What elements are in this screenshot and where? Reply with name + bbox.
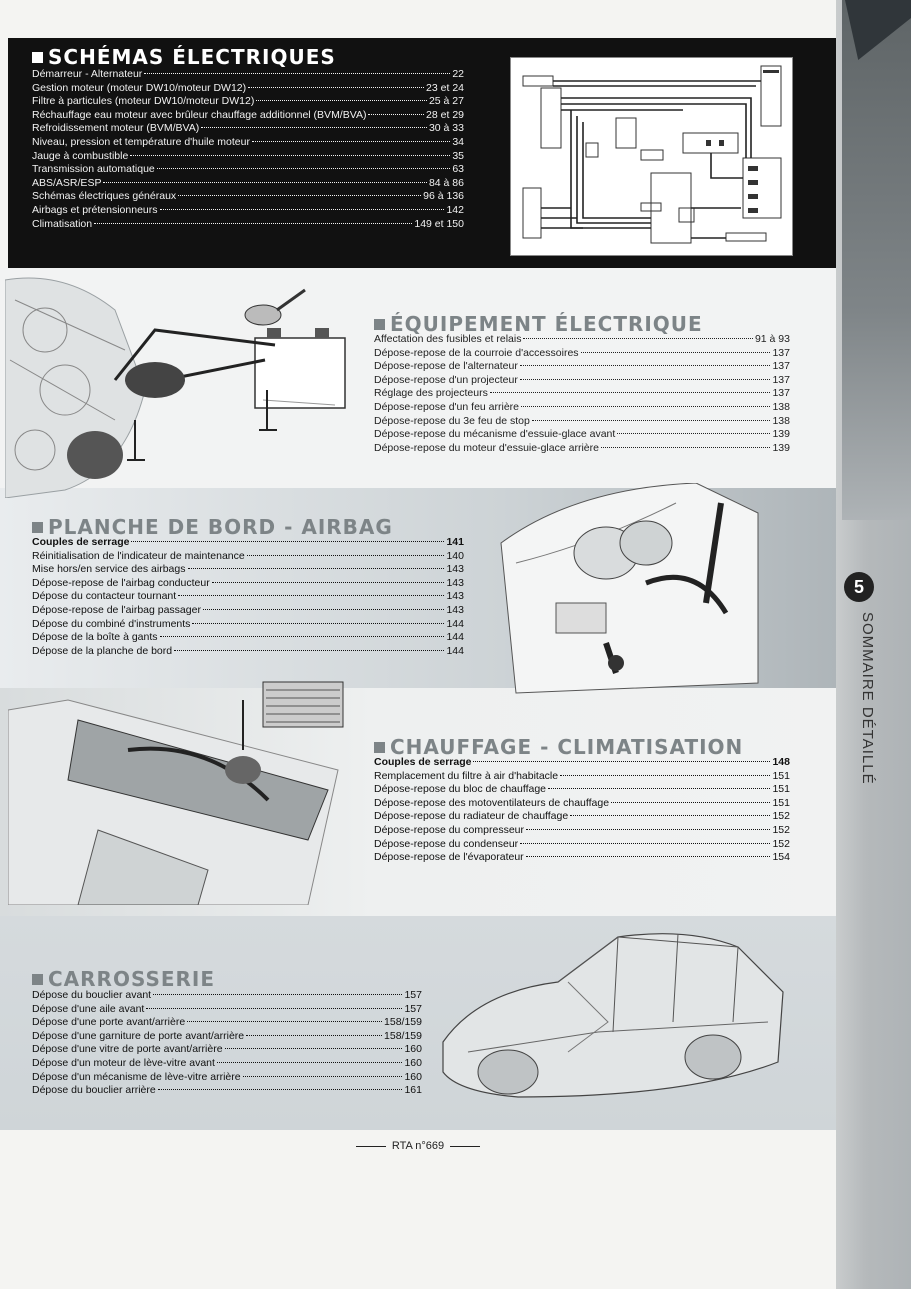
toc-entry-page: 154 (772, 851, 790, 864)
toc-entry-page: 158/159 (384, 1016, 422, 1029)
toc-entry (32, 95, 464, 109)
toc-leader-dots (131, 541, 444, 542)
toc-leader-dots (174, 650, 444, 651)
toc-entry-label: Dépose-repose de l'évaporateur (374, 851, 524, 864)
toc-entry (32, 68, 464, 82)
toc-entry-page: 158/159 (384, 1029, 422, 1042)
carrosserie-title-text: CARROSSERIE (48, 967, 216, 991)
toc-entry-label: Mise hors/en service des airbags (32, 563, 186, 576)
wiring-diagram (510, 57, 793, 256)
toc-entry-page: 143 (446, 603, 464, 616)
toc-entry (374, 810, 790, 824)
toc-entry-label: Réchauffage eau moteur avec brûleur chauffage additionnel (BVM/BVA) (32, 108, 367, 121)
toc-leader-dots (523, 338, 752, 339)
toc-entry-page: 151 (772, 783, 790, 796)
toc-entry-page: 63 (452, 163, 464, 176)
toc-entry-page: 138 (772, 400, 790, 413)
toc-entry-label: Climatisation (32, 217, 93, 230)
toc-entry-page: 143 (446, 576, 464, 589)
toc-entry (32, 590, 464, 604)
footer-rule-right (450, 1146, 480, 1147)
toc-entry (374, 838, 790, 852)
bullet-square-icon (32, 522, 43, 533)
toc-entry-label: Dépose d'une porte avant/arrière (32, 1016, 186, 1029)
toc-entry-label: Dépose d'un mécanisme de lève-vitre arrière (32, 1070, 241, 1083)
planche-title-text: PLANCHE DE BORD - AIRBAG (48, 515, 393, 539)
toc-entry-page: 34 (452, 135, 464, 148)
toc-leader-dots (158, 1089, 403, 1090)
bullet-square-icon (374, 742, 385, 753)
toc-entry (374, 442, 790, 456)
toc-leader-dots (160, 636, 445, 637)
toc-entry-label: Dépose de la planche de bord (32, 644, 173, 657)
toc-entry (374, 824, 790, 838)
toc-leader-dots (548, 788, 770, 789)
toc-leader-dots (611, 802, 770, 803)
toc-entry (32, 204, 464, 218)
toc-entry-label: Dépose-repose de l'alternateur (374, 360, 518, 373)
toc-entry-label: Dépose du bouclier arrière (32, 1084, 156, 1097)
page-footer (0, 1140, 836, 1152)
toc-entry-label: Refroidissement moteur (BVM/BVA) (32, 122, 200, 135)
toc-entry (374, 374, 790, 388)
wiring-diagram-svg (511, 58, 792, 255)
toc-entry (32, 550, 464, 564)
toc-entry (32, 631, 464, 645)
chapter-number: 5 (844, 572, 874, 602)
toc-entry (32, 1071, 422, 1085)
toc-entry (32, 82, 464, 96)
toc-leader-dots (160, 209, 445, 210)
toc-entry-page: 28 et 29 (426, 108, 464, 121)
toc-entry-page: 144 (446, 644, 464, 657)
toc-entry-label: Filtre à particules (moteur DW10/moteur DW12) (32, 95, 255, 108)
toc-leader-dots (532, 420, 771, 421)
toc-entry-page: 137 (772, 373, 790, 386)
toc-entry-label: Dépose-repose d'un feu arrière (374, 400, 520, 413)
margin-shade (842, 0, 911, 520)
toc-entry-label: Transmission automatique (32, 163, 155, 176)
toc-entry-label: Dépose-repose du mécanisme d'essuie-glace avant (374, 428, 616, 441)
toc-leader-dots (146, 1008, 402, 1009)
toc-entry-label: Dépose de la boîte à gants (32, 631, 158, 644)
toc-entry-label: Couples de serrage (32, 536, 130, 548)
toc-entry-page: 143 (446, 590, 464, 603)
toc-leader-dots (157, 168, 451, 169)
toc-entry (32, 563, 464, 577)
toc-leader-dots (601, 447, 771, 448)
toc-entry-page: 143 (446, 563, 464, 576)
schemas-list (32, 68, 464, 231)
toc-entry-label: Démarreur - Alternateur (32, 68, 143, 80)
toc-entry-label: Dépose-repose du 3e feu de stop (374, 414, 530, 427)
footer-text: RTA n°669 (391, 1140, 445, 1152)
toc-entry-label: Dépose d'une garniture de porte avant/arrière (32, 1029, 245, 1042)
body-shell-illustration (438, 922, 790, 1112)
toc-entry-label: Remplacement du filtre à air d'habitacle (374, 769, 559, 782)
toc-entry-page: 139 (772, 441, 790, 454)
bullet-square-icon (32, 974, 43, 985)
toc-entry-page: 151 (772, 769, 790, 782)
toc-entry-label: Dépose d'un moteur de lève-vitre avant (32, 1056, 215, 1069)
toc-entry-page: 160 (404, 1056, 422, 1069)
toc-entry (32, 177, 464, 191)
toc-leader-dots (490, 392, 771, 393)
toc-leader-dots (248, 87, 424, 88)
toc-entry-label: Dépose d'une aile avant (32, 1002, 145, 1015)
chauffage-list (374, 756, 790, 865)
toc-entry-label: Dépose d'une vitre de porte avant/arrière (32, 1043, 223, 1056)
toc-entry (32, 618, 464, 632)
toc-entry-page: 84 à 86 (428, 176, 464, 189)
toc-entry-page: 157 (404, 989, 422, 1001)
toc-leader-dots (192, 623, 444, 624)
toc-entry-page: 157 (404, 1002, 422, 1015)
toc-leader-dots (201, 127, 427, 128)
toc-entry-page: 35 (452, 149, 464, 162)
toc-entry-page: 96 à 136 (423, 190, 464, 203)
toc-entry-page: 151 (772, 796, 790, 809)
bullet-square-icon (32, 52, 43, 63)
toc-entry-label: Réinitialisation de l'indicateur de maintenance (32, 549, 245, 562)
toc-entry (374, 401, 790, 415)
toc-entry-label: Dépose-repose de l'airbag conducteur (32, 576, 210, 589)
toc-entry-label: Dépose-repose du bloc de chauffage (374, 783, 547, 796)
hvac-illustration (8, 680, 348, 905)
toc-leader-dots (473, 761, 770, 762)
toc-entry-page: 160 (404, 1070, 422, 1083)
toc-entry-label: Dépose du bouclier avant (32, 989, 152, 1001)
toc-entry-label: Dépose-repose du radiateur de chauffage (374, 810, 569, 823)
toc-entry (32, 1030, 422, 1044)
toc-entry-page: 152 (772, 810, 790, 823)
toc-entry (32, 604, 464, 618)
toc-leader-dots (144, 73, 450, 74)
toc-entry-page: 137 (772, 346, 790, 359)
toc-entry-page: 144 (446, 631, 464, 644)
toc-entry (32, 1043, 422, 1057)
toc-leader-dots (246, 1035, 382, 1036)
airbag-illustration-svg (496, 483, 761, 698)
toc-leader-dots (520, 365, 771, 366)
carrosserie-list (32, 989, 422, 1098)
toc-entry (32, 1003, 422, 1017)
footer-rule-left (356, 1146, 386, 1147)
toc-leader-dots (521, 406, 770, 407)
toc-leader-dots (368, 114, 424, 115)
starter-illustration (5, 270, 360, 498)
body-shell-illustration-svg (438, 922, 790, 1112)
toc-leader-dots (617, 433, 770, 434)
schemas-title (32, 45, 336, 69)
toc-leader-dots (247, 555, 445, 556)
toc-entry-page: 160 (404, 1043, 422, 1056)
toc-entry-page: 141 (446, 536, 464, 548)
bullet-square-icon (374, 319, 385, 330)
toc-entry-label: Dépose-repose d'un projecteur (374, 373, 518, 386)
toc-entry (374, 756, 790, 770)
toc-leader-dots (526, 856, 771, 857)
toc-entry-page: 25 à 27 (428, 95, 464, 108)
toc-entry (374, 797, 790, 811)
toc-entry (32, 536, 464, 550)
hvac-illustration-svg (8, 680, 348, 905)
toc-leader-dots (243, 1076, 403, 1077)
carrosserie-title (32, 967, 215, 991)
toc-entry (374, 783, 790, 797)
toc-entry-label: Gestion moteur (moteur DW10/moteur DW12) (32, 81, 247, 94)
toc-entry (32, 1057, 422, 1071)
toc-entry (32, 190, 464, 204)
toc-leader-dots (570, 815, 770, 816)
toc-entry-page: 23 et 24 (426, 81, 464, 94)
toc-entry-page: 91 à 93 (754, 333, 790, 345)
toc-entry-label: Réglage des projecteurs (374, 387, 488, 400)
toc-entry (374, 333, 790, 347)
toc-entry-label: Couples de serrage (374, 756, 472, 768)
toc-entry-page: 22 (452, 68, 464, 80)
toc-entry (32, 122, 464, 136)
toc-leader-dots (178, 195, 421, 196)
toc-entry (374, 428, 790, 442)
starter-illustration-svg (5, 270, 360, 498)
airbag-illustration (496, 483, 761, 698)
toc-entry-label: Dépose du contacteur tournant (32, 590, 177, 603)
toc-entry (32, 136, 464, 150)
equipement-title-text: ÉQUIPEMENT ÉLECTRIQUE (390, 312, 703, 336)
toc-entry (32, 989, 422, 1003)
toc-leader-dots (225, 1048, 403, 1049)
toc-entry-page: 138 (772, 414, 790, 427)
toc-entry-label: Dépose-repose du condenseur (374, 837, 519, 850)
toc-leader-dots (217, 1062, 403, 1063)
toc-entry (32, 163, 464, 177)
toc-entry (32, 645, 464, 659)
toc-entry-page: 30 à 33 (428, 122, 464, 135)
toc-leader-dots (178, 595, 444, 596)
toc-leader-dots (212, 582, 445, 583)
toc-entry-page: 137 (772, 360, 790, 373)
toc-leader-dots (203, 609, 445, 610)
toc-entry (32, 577, 464, 591)
toc-leader-dots (130, 155, 450, 156)
toc-entry-label: Dépose-repose des motoventilateurs de chauffage (374, 796, 610, 809)
planche-list (32, 536, 464, 658)
toc-entry-label: Affectation des fusibles et relais (374, 333, 522, 345)
toc-entry-label: Airbags et prétensionneurs (32, 203, 158, 216)
toc-entry-page: 161 (404, 1084, 422, 1097)
toc-entry-page: 152 (772, 837, 790, 850)
toc-entry (374, 415, 790, 429)
toc-leader-dots (526, 829, 770, 830)
toc-entry-page: 152 (772, 823, 790, 836)
toc-entry-page: 144 (446, 617, 464, 630)
toc-entry (32, 150, 464, 164)
toc-entry-label: Schémas électriques généraux (32, 190, 177, 203)
toc-entry (374, 851, 790, 865)
toc-leader-dots (103, 182, 427, 183)
toc-entry (374, 387, 790, 401)
toc-leader-dots (520, 379, 771, 380)
toc-entry (32, 1084, 422, 1098)
toc-entry-label: Dépose-repose de la courroie d'accessoires (374, 346, 579, 359)
toc-entry-page: 148 (772, 756, 790, 768)
toc-leader-dots (94, 223, 412, 224)
toc-entry-page: 142 (446, 203, 464, 216)
toc-leader-dots (520, 843, 770, 844)
schemas-title-text: SCHÉMAS ÉLECTRIQUES (48, 45, 336, 69)
toc-entry-label: ABS/ASR/ESP (32, 176, 102, 189)
toc-entry-label: Dépose-repose du compresseur (374, 823, 524, 836)
toc-entry-label: Dépose du combiné d'instruments (32, 617, 191, 630)
toc-leader-dots (560, 775, 770, 776)
toc-entry (32, 1016, 422, 1030)
toc-leader-dots (256, 100, 427, 101)
toc-leader-dots (252, 141, 450, 142)
toc-entry (32, 218, 464, 232)
toc-leader-dots (188, 568, 445, 569)
toc-entry-page: 140 (446, 549, 464, 562)
toc-entry-page: 139 (772, 428, 790, 441)
equipement-list (374, 333, 790, 455)
toc-entry-page: 137 (772, 387, 790, 400)
toc-entry (32, 109, 464, 123)
toc-entry-label: Dépose-repose du moteur d'essuie-glace arrière (374, 441, 599, 454)
chauffage-title-text: CHAUFFAGE - CLIMATISATION (390, 735, 744, 759)
toc-entry-label: Jauge à combustible (32, 149, 129, 162)
chapter-title: SOMMAIRE DÉTAILLÉ (859, 612, 876, 785)
toc-entry (374, 770, 790, 784)
toc-leader-dots (187, 1021, 382, 1022)
toc-entry (374, 360, 790, 374)
toc-leader-dots (581, 352, 771, 353)
toc-leader-dots (153, 994, 402, 995)
toc-entry-label: Niveau, pression et température d'huile moteur (32, 135, 250, 148)
toc-entry-label: Dépose-repose de l'airbag passager (32, 603, 201, 616)
toc-entry-page: 149 et 150 (414, 217, 464, 230)
toc-entry (374, 347, 790, 361)
